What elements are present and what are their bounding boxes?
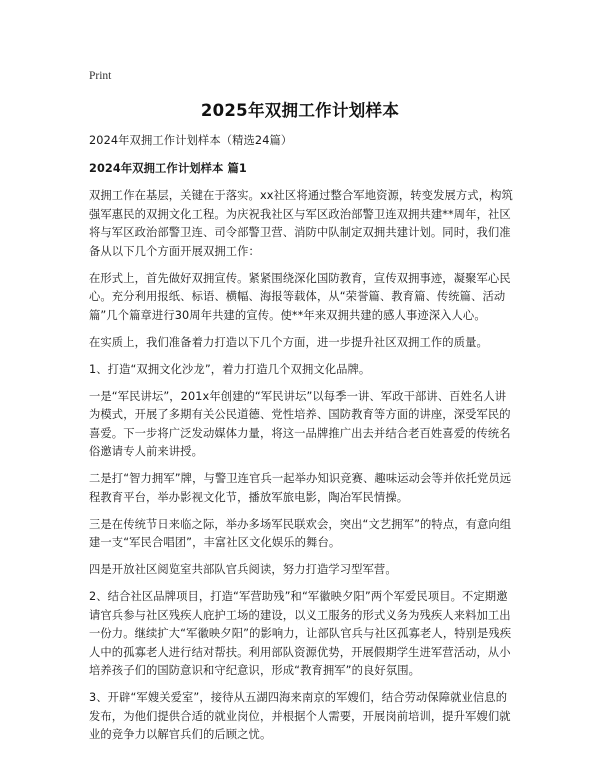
document-body xyxy=(89,132,513,753)
page-title: 2025年双拥工作计划样本 xyxy=(200,101,400,120)
paragraph: 3、开辟“军嫂关爱室”，接待从五湖四海来南京的军嫂们，结合劳动保障就业信息的发布，为他们提供合适的就业岗位，并根据个人需要，开展岗前培训，提升军嫂们就业的竞争力以解官兵们的后顾之忧。 xyxy=(89,691,511,741)
paragraph: 1、打造“双拥文化沙龙”，着力打造几个双拥文化品牌。 xyxy=(89,362,371,376)
section-heading: 2024年双拥工作计划样本 篇1 xyxy=(89,161,247,175)
paragraph: 在形式上，首先做好双拥宣传。紧紧围绕深化国防教育，宣传双拥事迹，凝聚军心民心。充分利用报纸、标语、横幅、海报等载体，从“荣誉篇、教育篇、传统篇、活动篇”几个篇章进行30周年共建的宣传。使**年来双拥共建的感人事迹深入人心。 xyxy=(89,271,511,322)
document-subtitle: 2024年双拥工作计划样本（精选24篇） xyxy=(89,134,293,147)
paragraph: 双拥工作在基层，关键在于落实。xx社区将通过整合军地资源，转变发展方式，构筑强军惠民的双拥文化工程。为庆祝我社区与军区政治部警卫连双拥共建**周年，社区将与军区政治部警卫连、司令部警卫营、消防中队制定双拥共建计划。同时，我们准备从以下几个方面开展双拥工作： xyxy=(89,189,513,258)
paragraph: 在实质上，我们准备着力打造以下几个方面，进一步提升社区双拥工作的质量。 xyxy=(89,335,488,349)
print-label: Print xyxy=(89,70,112,82)
paragraph: 三是在传统节日来临之际，举办多场军民联欢会，突出“文艺拥军”的特点，有意向组建一支“军民合唱团”，丰富社区文化娱乐的舞台。 xyxy=(89,517,512,549)
paragraph: 二是打“智力拥军”牌，与警卫连官兵一起举办知识竞赛、趣味运动会等并依托党员远程教育平台，举办影视文化节，播放军旅电影，陶冶军民情操。 xyxy=(89,472,512,504)
paragraph: 2、结合社区品牌项目，打造“军营助残”和“军徽映夕阳”两个军爱民项目。不定期邀请官兵参与社区残疾人庇护工场的建设，以义工服务的形式义务为残疾人来料加工出一份力。继续扩大“军徽映夕阳”的影响力，让部队官兵与社区孤寡老人，特别是残疾人中的孤寡老人进行结对帮扶。利用部队资源优势，开展假期学生进军营活动，从小培养孩子们的国防意识和守纪意识，形成“教育拥军”的良好氛围。 xyxy=(89,590,512,677)
paragraph: 一是“军民讲坛”，201x年创建的“军民讲坛”以每季一讲、军政干部讲、百姓名人讲为模式，开展了多期有关公民道德、党性培养、国防教育等方面的讲座，深受军民的喜爱。下一步将广泛发动媒体力量，将这一品牌推广出去并结合老百姓喜爱的传统名俗邀请专人前来讲授。 xyxy=(89,389,511,458)
paragraph: 四是开放社区阅览室共部队官兵阅读，努力打造学习型军营。 xyxy=(89,563,397,576)
